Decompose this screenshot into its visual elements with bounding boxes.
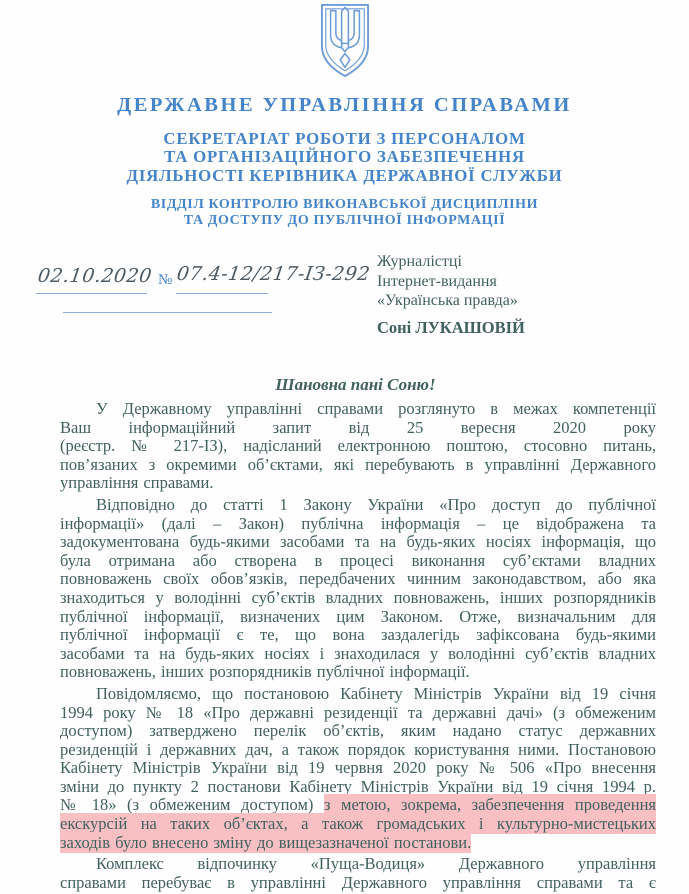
body-line: задокументована будь-якими засобами та на будь-яких носіях інформація, що: [60, 532, 656, 552]
department-name: [0, 130, 689, 185]
body-line: інформації» (далі – Закон) публічна інформація – це відображена та: [60, 513, 656, 533]
body-line: пов’язаних з окремими об’єктами, які перебувають в управлінні Державного: [60, 454, 656, 474]
body-line: У Державному управлінні справами розглянуто в межах компетенції: [96, 399, 656, 418]
body-line-highlighted: [60, 834, 656, 853]
body-line: публічної інформації, визначених цим Законом. Отже, визначальним для: [60, 606, 656, 626]
number-symbol: №: [158, 272, 173, 288]
body-line: публічної інформації є те, що вона заздалегідь зафіксована будь-якими: [60, 625, 656, 645]
recipient-line: Журналістці: [377, 253, 462, 270]
letter-body: [60, 400, 656, 892]
body-line: (реєстр. № 217-ІЗ), надісланий електронною поштою, стосовно питань,: [60, 436, 656, 456]
body-line: Відповідно до статті 1 Закону України «Про доступ до публічної: [96, 494, 656, 514]
salutation: Шановна пані Соню!: [275, 375, 436, 394]
highlighted-text: заходів було внесено зміну до вищезазначеної постанови.: [60, 832, 472, 852]
department-line: ТА ОРГАНІЗАЦІЙНОГО ЗАБЕЗПЕЧЕННЯ: [164, 147, 525, 167]
body-line: засобами та на будь-яких носіях і знаходилася у володінні суб’єктів владних: [60, 643, 656, 663]
body-line: зміни до пункту 2 постанови Кабінету Міністрів України від 19 січня 1994 р.: [60, 776, 656, 796]
recipient-block: [377, 252, 525, 337]
highlighted-text: екскурсій на таких об’єктах, а також громадських і культурно-мистецьких: [60, 814, 656, 834]
handwritten-date: 02.10.2020: [36, 265, 154, 287]
body-line: була отримана або створена в процесі виконання суб’єктами владних: [60, 550, 656, 570]
body-paragraph: [60, 496, 656, 682]
highlighted-text: з метою, зокрема, забезпечення проведення: [323, 795, 656, 815]
body-line: Комплекс відпочинку «Пуща-Водиця» Державного управління: [96, 854, 656, 874]
division-line: ВІДДІЛ КОНТРОЛЮ ВИКОНАВСЬКОЇ ДИСЦИПЛІНИ: [150, 197, 539, 212]
recipient-line: «Українська правда»: [377, 292, 518, 309]
ruled-line: [63, 312, 272, 313]
recipient-line: Інтернет-видання: [377, 272, 497, 290]
body-line: 1994 року № 18 «Про державні резиденції та державні дачі» (з обмеженим: [60, 702, 656, 722]
recipient-name: Соні ЛУКАШОВІЙ: [377, 317, 525, 337]
body-paragraph: [60, 685, 656, 852]
body-paragraph: [60, 855, 656, 892]
department-line: СЕКРЕТАРІАТ РОБОТИ З ПЕРСОНАЛОМ: [163, 129, 526, 148]
body-line: управління справами.: [60, 473, 214, 493]
body-line-highlighted: [60, 815, 656, 834]
body-line: Кабінету Міністрів України від 19 червня 2020 року № 506 «Про внесення: [60, 758, 656, 778]
body-line: Повідомляємо, що постановою Кабінету Міністрів України від 19 січня: [96, 683, 656, 703]
organization-name: ДЕРЖАВНЕ УПРАВЛІННЯ СПРАВАМИ: [117, 94, 572, 116]
ukraine-trident-emblem-icon: [317, 3, 373, 78]
body-line: Ваш інформаційний запит від 25 вересня 2020 року: [60, 417, 656, 437]
ruled-line: [36, 293, 147, 294]
body-line: знаходиться у володінні суб’єктів владних повноважень, інших розпорядників: [60, 587, 656, 607]
body-line: справами перебуває в управлінні Державного управління справами та є: [60, 872, 656, 892]
body-line: повноважень, інших розпорядників публічної інформації.: [60, 662, 470, 682]
division-name: [0, 197, 689, 229]
ruled-line: [176, 293, 268, 294]
body-line: резиденцій і державних дач, а також порядок користування ними. Постановою: [60, 739, 656, 759]
body-line: повноважень своїх обов’язків, передбачених чинним законодавством, або яка: [60, 569, 656, 589]
body-paragraph: [60, 400, 656, 493]
division-line: ТА ДОСТУПУ ДО ПУБЛІЧНОЇ ІНФОРМАЦІЇ: [183, 212, 506, 228]
department-line: ДІЯЛЬНОСТІ КЕРІВНИКА ДЕРЖАВНОЇ СЛУЖБИ: [126, 165, 563, 185]
handwritten-number: 07.4-12/217-ІЗ-292: [175, 263, 372, 285]
body-line: доступом) затверджено перелік об’єктів, яким надано статус державних: [60, 721, 656, 741]
body-line-highlight-start: № 18» (з обмеженим доступом) з метою, зокрема, забезпечення проведення: [60, 795, 656, 815]
